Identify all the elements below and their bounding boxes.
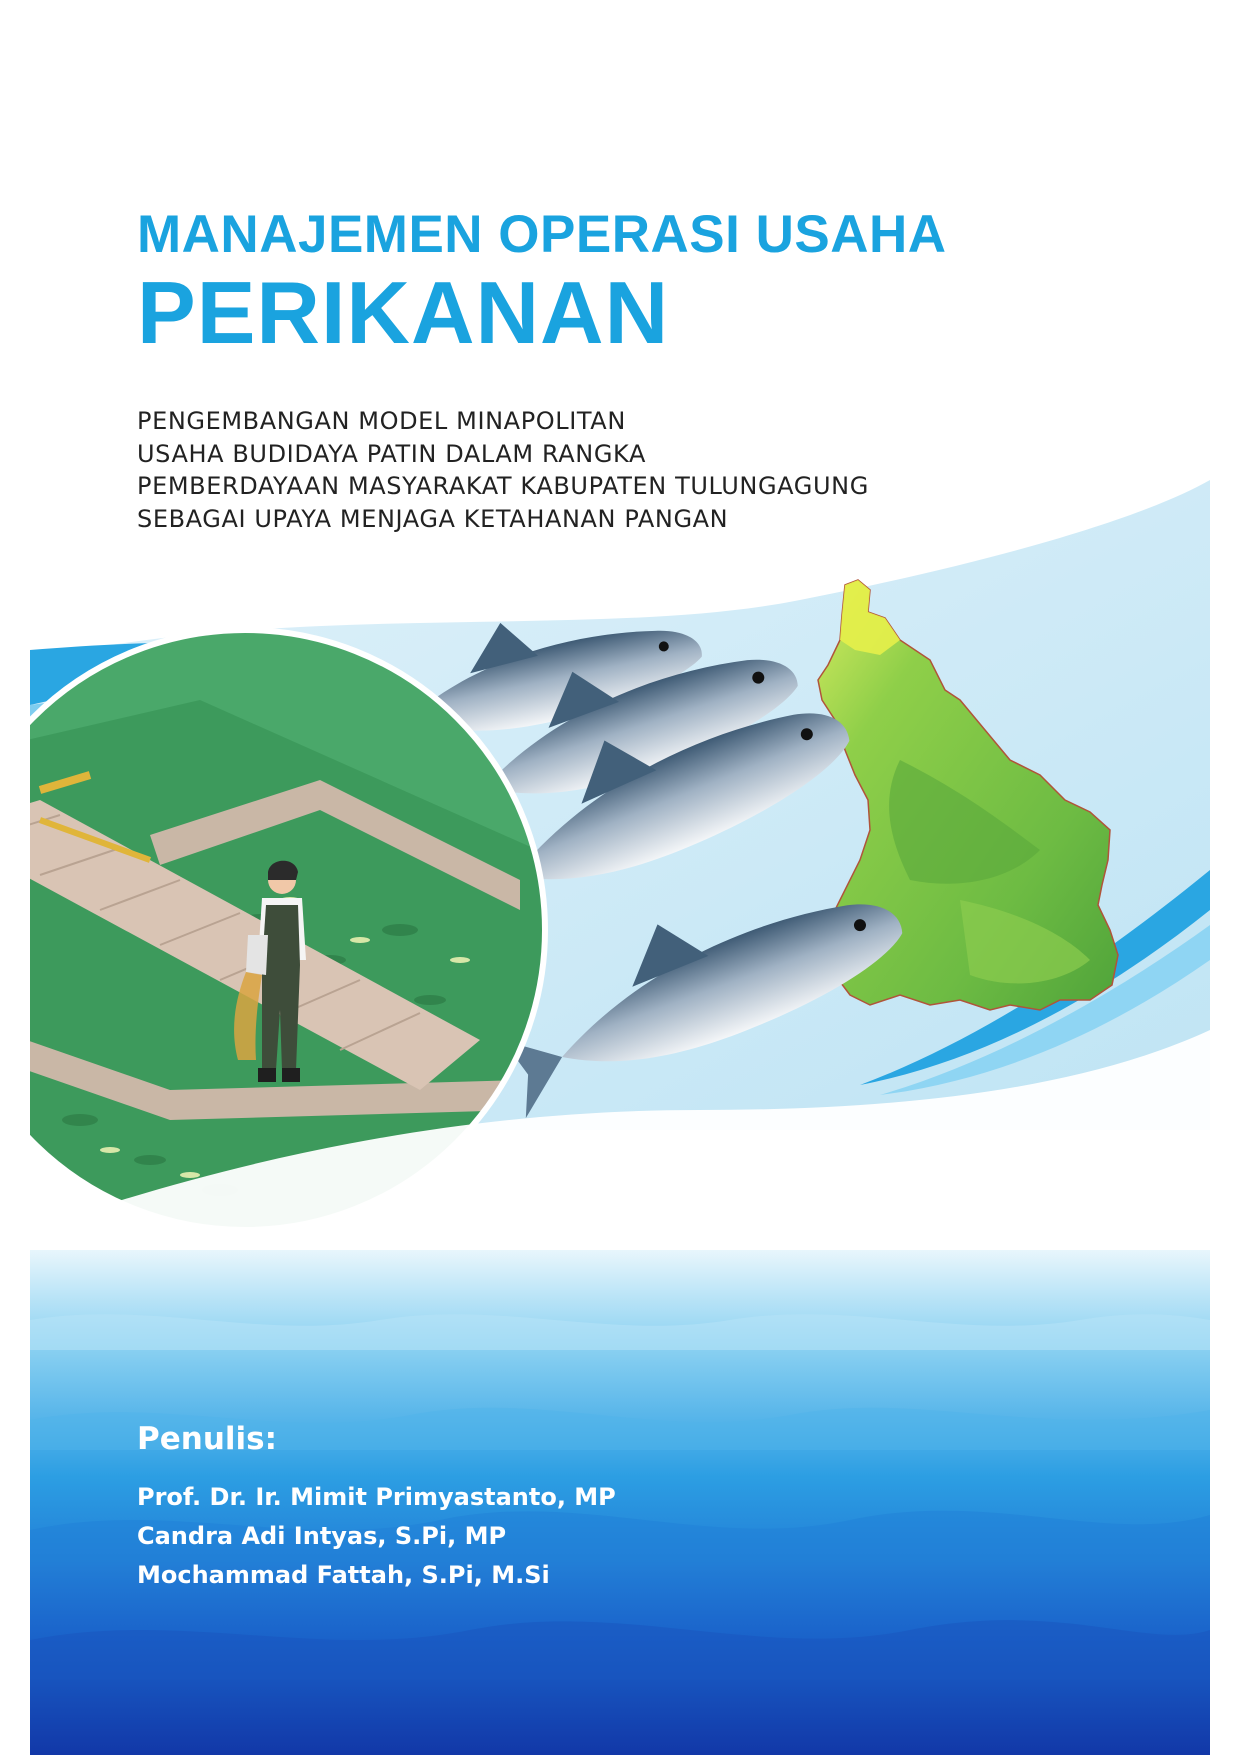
author-name: Mochammad Fattah, S.Pi, M.Si xyxy=(137,1561,550,1589)
title-block xyxy=(137,205,1097,361)
subtitle-line: PENGEMBANGAN MODEL MINAPOLITAN xyxy=(137,407,626,435)
author-name: Prof. Dr. Ir. Mimit Primyastanto, MP xyxy=(137,1483,616,1511)
subtitle-line: USAHA BUDIDAYA PATIN DALAM RANGKA xyxy=(137,439,646,468)
authors-label: Penulis: xyxy=(137,1421,277,1457)
subtitle-line: PEMBERDAYAAN MASYARAKAT KABUPATEN TULUNGAGUNG xyxy=(137,472,869,500)
author-name: Candra Adi Intyas, S.Pi, MP xyxy=(137,1522,507,1550)
subtitle-line: SEBAGAI UPAYA MENJAGA KETAHANAN PANGAN xyxy=(137,504,729,533)
title-line-2: PERIKANAN xyxy=(137,263,670,362)
subtitle xyxy=(137,405,1037,535)
authors-block xyxy=(137,1418,937,1595)
title-line-1: MANAJEMEN OPERASI USAHA xyxy=(137,205,947,264)
